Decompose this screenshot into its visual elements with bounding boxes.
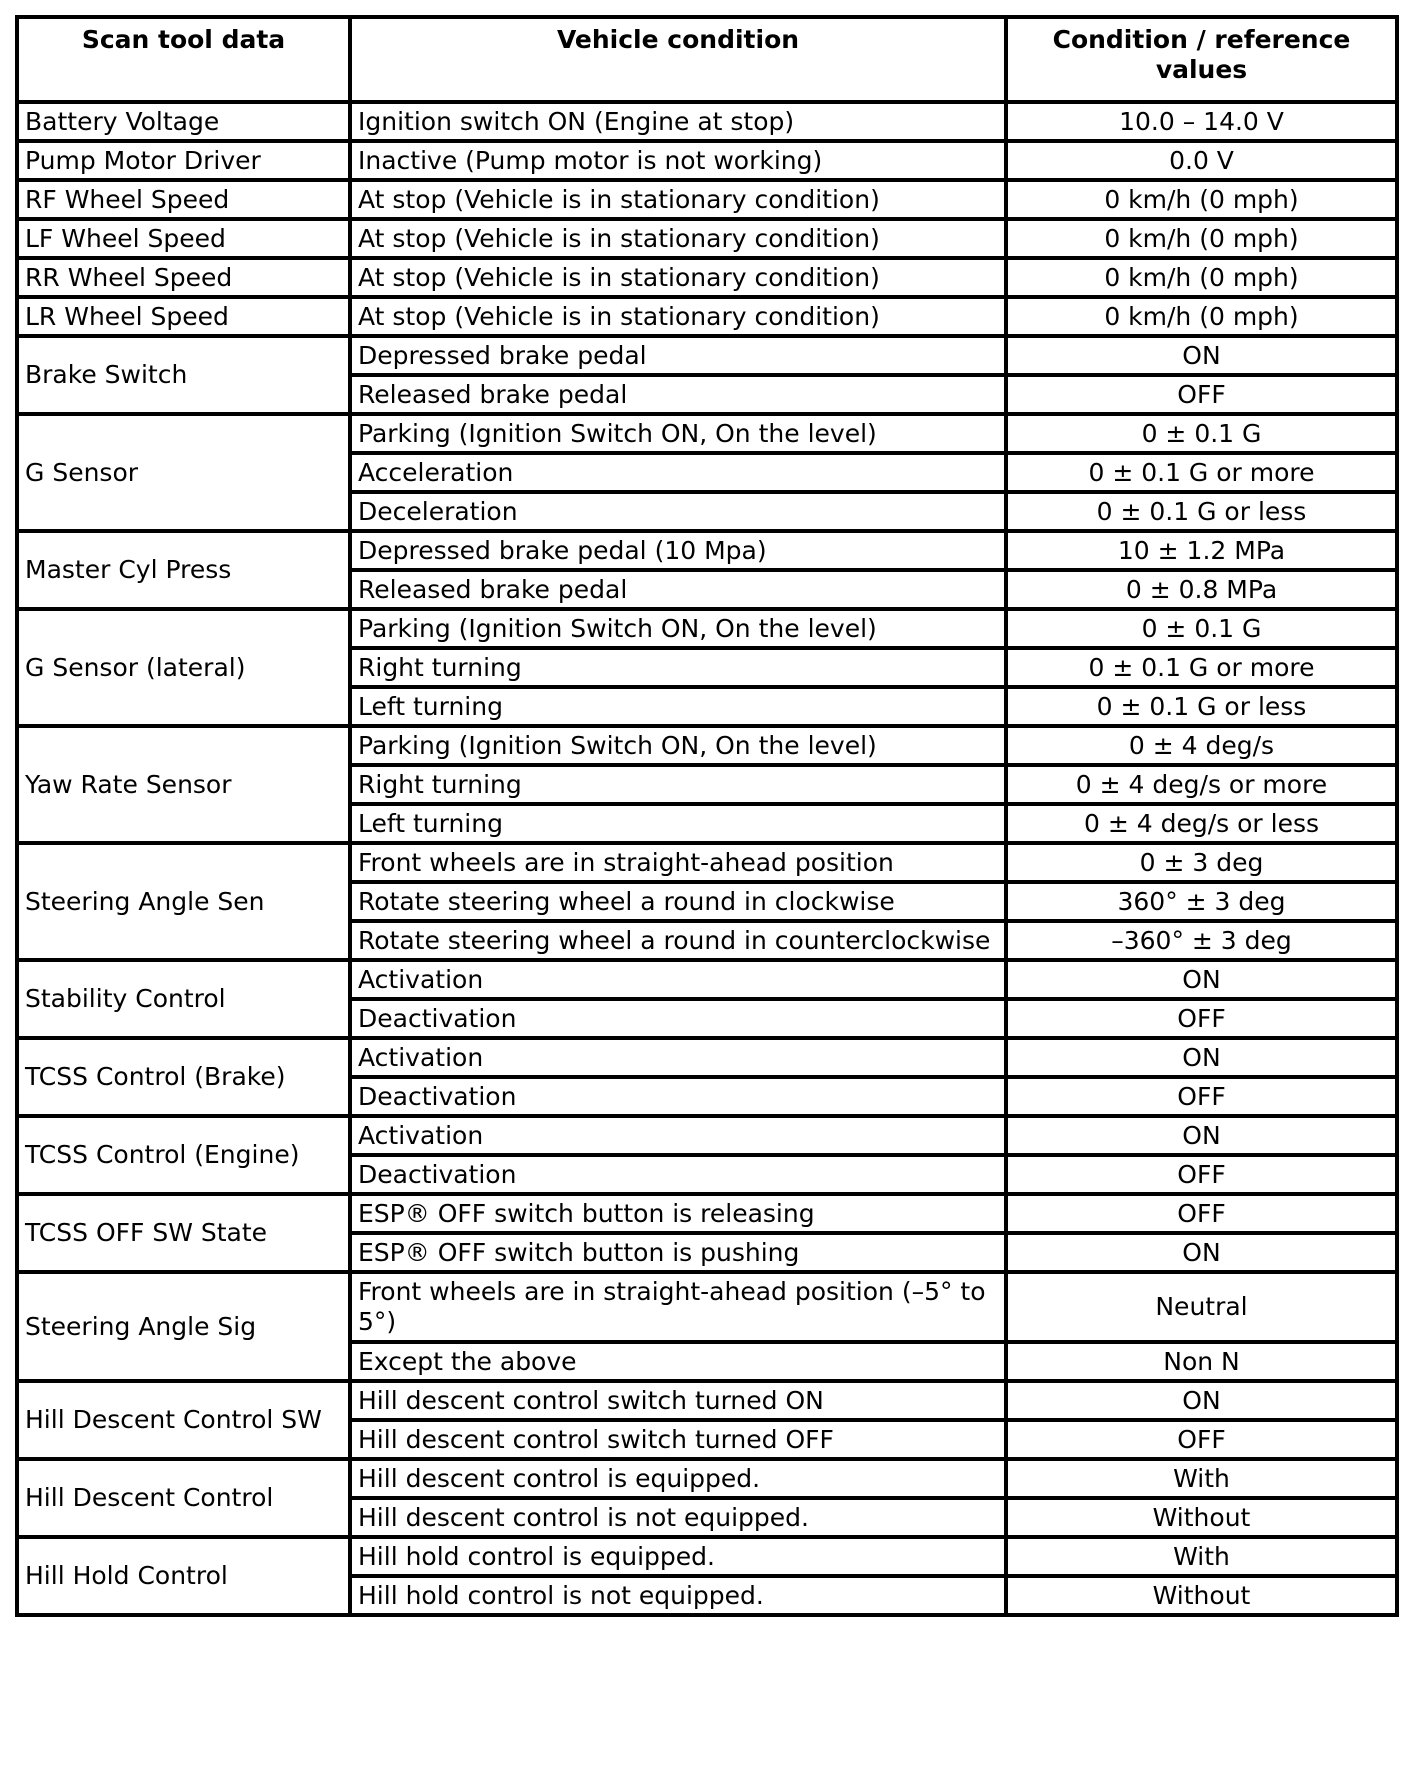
scan-tool-item: Master Cyl Press xyxy=(17,531,350,609)
vehicle-condition-cell: Deactivation xyxy=(350,1077,1006,1116)
scan-tool-item: G Sensor (lateral) xyxy=(17,609,350,726)
scan-tool-item: Yaw Rate Sensor xyxy=(17,726,350,843)
vehicle-condition-cell: Parking (Ignition Switch ON, On the level) xyxy=(350,609,1006,648)
scan-tool-item: LR Wheel Speed xyxy=(17,297,350,336)
table-row xyxy=(17,1272,1397,1342)
table-row xyxy=(17,141,1397,180)
reference-value-cell: Without xyxy=(1006,1498,1397,1537)
table-header xyxy=(17,17,1397,102)
vehicle-condition-cell: Inactive (Pump motor is not working) xyxy=(350,141,1006,180)
vehicle-condition-cell: Activation xyxy=(350,1116,1006,1155)
scan-tool-item: Stability Control xyxy=(17,960,350,1038)
vehicle-condition-cell: Right turning xyxy=(350,648,1006,687)
vehicle-condition-cell: Parking (Ignition Switch ON, On the level) xyxy=(350,726,1006,765)
vehicle-condition-cell: Front wheels are in straight-ahead position (–5° to 5°) xyxy=(350,1272,1006,1342)
scan-tool-data-table xyxy=(15,15,1399,1617)
table-body xyxy=(17,102,1397,1615)
vehicle-condition-cell: ESP® OFF switch button is pushing xyxy=(350,1233,1006,1272)
reference-value-cell: 0 ± 4 deg/s xyxy=(1006,726,1397,765)
reference-value-cell: 360° ± 3 deg xyxy=(1006,882,1397,921)
vehicle-condition-cell: Rotate steering wheel a round in clockwise xyxy=(350,882,1006,921)
scan-tool-item: Brake Switch xyxy=(17,336,350,414)
reference-value-cell: OFF xyxy=(1006,1155,1397,1194)
reference-value-cell: ON xyxy=(1006,1233,1397,1272)
reference-value-cell: 0 km/h (0 mph) xyxy=(1006,297,1397,336)
table-row xyxy=(17,531,1397,570)
vehicle-condition-cell: At stop (Vehicle is in stationary condition) xyxy=(350,297,1006,336)
reference-value-cell: –360° ± 3 deg xyxy=(1006,921,1397,960)
vehicle-condition-cell: Parking (Ignition Switch ON, On the level) xyxy=(350,414,1006,453)
reference-value-cell: 0 ± 0.1 G or less xyxy=(1006,687,1397,726)
vehicle-condition-cell: Rotate steering wheel a round in counterclockwise xyxy=(350,921,1006,960)
reference-value-cell: 0 ± 0.1 G xyxy=(1006,609,1397,648)
table-row xyxy=(17,1381,1397,1420)
reference-value-cell: 0 ± 0.1 G xyxy=(1006,414,1397,453)
table-row xyxy=(17,102,1397,141)
reference-value-cell: With xyxy=(1006,1459,1397,1498)
table-row xyxy=(17,1459,1397,1498)
reference-value-cell: Neutral xyxy=(1006,1272,1397,1342)
reference-value-cell: 0 km/h (0 mph) xyxy=(1006,219,1397,258)
reference-value-cell: ON xyxy=(1006,1038,1397,1077)
reference-value-cell: 0 km/h (0 mph) xyxy=(1006,180,1397,219)
reference-value-cell: 0.0 V xyxy=(1006,141,1397,180)
vehicle-condition-cell: Left turning xyxy=(350,687,1006,726)
vehicle-condition-cell: At stop (Vehicle is in stationary condition) xyxy=(350,258,1006,297)
reference-value-cell: OFF xyxy=(1006,999,1397,1038)
vehicle-condition-cell: Hill descent control is equipped. xyxy=(350,1459,1006,1498)
reference-value-cell: 0 ± 0.1 G or less xyxy=(1006,492,1397,531)
reference-value-cell: Non N xyxy=(1006,1342,1397,1381)
scan-tool-item: G Sensor xyxy=(17,414,350,531)
table-row xyxy=(17,336,1397,375)
table-row xyxy=(17,1537,1397,1576)
scan-tool-item: Steering Angle Sen xyxy=(17,843,350,960)
reference-value-cell: 0 ± 4 deg/s or more xyxy=(1006,765,1397,804)
vehicle-condition-cell: Hill hold control is equipped. xyxy=(350,1537,1006,1576)
scan-tool-item: Pump Motor Driver xyxy=(17,141,350,180)
scan-tool-item: LF Wheel Speed xyxy=(17,219,350,258)
vehicle-condition-cell: Acceleration xyxy=(350,453,1006,492)
scan-tool-item: Steering Angle Sig xyxy=(17,1272,350,1381)
header-vehicle-condition: Vehicle condition xyxy=(350,17,1006,102)
vehicle-condition-cell: Deceleration xyxy=(350,492,1006,531)
vehicle-condition-cell: Deactivation xyxy=(350,999,1006,1038)
table-row xyxy=(17,180,1397,219)
reference-value-cell: 0 ± 0.1 G or more xyxy=(1006,648,1397,687)
vehicle-condition-cell: Deactivation xyxy=(350,1155,1006,1194)
vehicle-condition-cell: ESP® OFF switch button is releasing xyxy=(350,1194,1006,1233)
vehicle-condition-cell: Hill descent control switch turned OFF xyxy=(350,1420,1006,1459)
reference-value-cell: 0 km/h (0 mph) xyxy=(1006,258,1397,297)
header-reference-values: Condition / reference values xyxy=(1006,17,1397,102)
reference-value-cell: OFF xyxy=(1006,375,1397,414)
scan-tool-item: RR Wheel Speed xyxy=(17,258,350,297)
vehicle-condition-cell: Depressed brake pedal xyxy=(350,336,1006,375)
reference-value-cell: Without xyxy=(1006,1576,1397,1615)
scan-tool-item: RF Wheel Speed xyxy=(17,180,350,219)
reference-value-cell: 0 ± 0.8 MPa xyxy=(1006,570,1397,609)
scan-tool-item: Hill Descent Control xyxy=(17,1459,350,1537)
vehicle-condition-cell: Hill descent control switch turned ON xyxy=(350,1381,1006,1420)
vehicle-condition-cell: Front wheels are in straight-ahead position xyxy=(350,843,1006,882)
table-row xyxy=(17,609,1397,648)
table-row xyxy=(17,297,1397,336)
header-row xyxy=(17,17,1397,102)
reference-value-cell: ON xyxy=(1006,960,1397,999)
scan-tool-item: Hill Descent Control SW xyxy=(17,1381,350,1459)
reference-value-cell: OFF xyxy=(1006,1420,1397,1459)
table-row xyxy=(17,1116,1397,1155)
scan-tool-item: TCSS OFF SW State xyxy=(17,1194,350,1272)
table-row xyxy=(17,258,1397,297)
reference-value-cell: OFF xyxy=(1006,1077,1397,1116)
vehicle-condition-cell: Hill descent control is not equipped. xyxy=(350,1498,1006,1537)
reference-value-cell: 0 ± 4 deg/s or less xyxy=(1006,804,1397,843)
vehicle-condition-cell: Right turning xyxy=(350,765,1006,804)
reference-value-cell: OFF xyxy=(1006,1194,1397,1233)
table-row xyxy=(17,1194,1397,1233)
vehicle-condition-cell: At stop (Vehicle is in stationary condition) xyxy=(350,219,1006,258)
header-scan-tool-data: Scan tool data xyxy=(17,17,350,102)
reference-value-cell: ON xyxy=(1006,336,1397,375)
table-row xyxy=(17,960,1397,999)
reference-value-cell: With xyxy=(1006,1537,1397,1576)
scan-tool-item: Hill Hold Control xyxy=(17,1537,350,1615)
table-row xyxy=(17,219,1397,258)
scan-tool-item: TCSS Control (Brake) xyxy=(17,1038,350,1116)
scan-tool-item: TCSS Control (Engine) xyxy=(17,1116,350,1194)
reference-value-cell: 0 ± 0.1 G or more xyxy=(1006,453,1397,492)
table-row xyxy=(17,726,1397,765)
vehicle-condition-cell: Ignition switch ON (Engine at stop) xyxy=(350,102,1006,141)
vehicle-condition-cell: Released brake pedal xyxy=(350,375,1006,414)
vehicle-condition-cell: Activation xyxy=(350,1038,1006,1077)
vehicle-condition-cell: Except the above xyxy=(350,1342,1006,1381)
vehicle-condition-cell: Activation xyxy=(350,960,1006,999)
reference-value-cell: 0 ± 3 deg xyxy=(1006,843,1397,882)
reference-value-cell: ON xyxy=(1006,1381,1397,1420)
reference-value-cell: ON xyxy=(1006,1116,1397,1155)
table-row xyxy=(17,414,1397,453)
scan-tool-item: Battery Voltage xyxy=(17,102,350,141)
vehicle-condition-cell: Left turning xyxy=(350,804,1006,843)
vehicle-condition-cell: Hill hold control is not equipped. xyxy=(350,1576,1006,1615)
vehicle-condition-cell: Depressed brake pedal (10 Mpa) xyxy=(350,531,1006,570)
vehicle-condition-cell: Released brake pedal xyxy=(350,570,1006,609)
reference-value-cell: 10 ± 1.2 MPa xyxy=(1006,531,1397,570)
vehicle-condition-cell: At stop (Vehicle is in stationary condition) xyxy=(350,180,1006,219)
table-row xyxy=(17,1038,1397,1077)
reference-value-cell: 10.0 – 14.0 V xyxy=(1006,102,1397,141)
table-row xyxy=(17,843,1397,882)
